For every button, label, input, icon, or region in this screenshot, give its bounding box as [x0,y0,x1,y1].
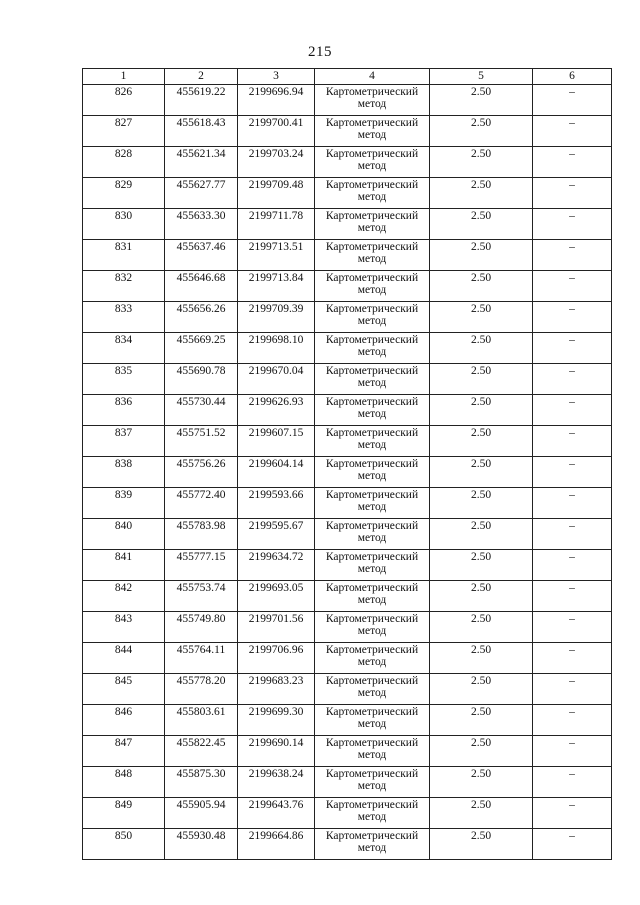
column-header-6: 6 [533,69,612,85]
point-number-cell: 844 [83,643,165,674]
y-coordinate-cell: 2199683.23 [238,674,315,705]
point-number-cell: 845 [83,674,165,705]
method-cell: Картометрический метод [315,240,430,271]
method-cell: Картометрический метод [315,519,430,550]
accuracy-cell: 2.50 [430,798,533,829]
y-coordinate-cell: 2199701.56 [238,612,315,643]
note-cell: – [533,488,612,519]
table-row [83,240,612,271]
note-cell: – [533,798,612,829]
method-cell: Картометрический метод [315,736,430,767]
point-number-cell: 849 [83,798,165,829]
y-coordinate-cell: 2199706.96 [238,643,315,674]
note-cell: – [533,147,612,178]
x-coordinate-cell: 455777.15 [165,550,238,581]
x-coordinate-cell: 455646.68 [165,271,238,302]
accuracy-cell: 2.50 [430,705,533,736]
note-cell: – [533,395,612,426]
x-coordinate-cell: 455749.80 [165,612,238,643]
point-number-cell: 842 [83,581,165,612]
y-coordinate-cell: 2199690.14 [238,736,315,767]
method-cell: Картометрический метод [315,550,430,581]
point-number-cell: 835 [83,364,165,395]
point-number-cell: 827 [83,116,165,147]
point-number-cell: 836 [83,395,165,426]
point-number-cell: 848 [83,767,165,798]
method-cell: Картометрический метод [315,209,430,240]
accuracy-cell: 2.50 [430,364,533,395]
x-coordinate-cell: 455803.61 [165,705,238,736]
x-coordinate-cell: 455627.77 [165,178,238,209]
note-cell: – [533,178,612,209]
method-cell: Картометрический метод [315,829,430,860]
method-cell: Картометрический метод [315,581,430,612]
method-cell: Картометрический метод [315,457,430,488]
accuracy-cell: 2.50 [430,643,533,674]
x-coordinate-cell: 455753.74 [165,581,238,612]
accuracy-cell: 2.50 [430,116,533,147]
note-cell: – [533,302,612,333]
accuracy-cell: 2.50 [430,302,533,333]
method-cell: Картометрический метод [315,767,430,798]
x-coordinate-cell: 455783.98 [165,519,238,550]
accuracy-cell: 2.50 [430,674,533,705]
y-coordinate-cell: 2199709.39 [238,302,315,333]
x-coordinate-cell: 455764.11 [165,643,238,674]
method-cell: Картометрический метод [315,643,430,674]
method-cell: Картометрический метод [315,333,430,364]
y-coordinate-cell: 2199696.94 [238,85,315,116]
x-coordinate-cell: 455930.48 [165,829,238,860]
note-cell: – [533,767,612,798]
note-cell: – [533,364,612,395]
method-cell: Картометрический метод [315,705,430,736]
accuracy-cell: 2.50 [430,519,533,550]
y-coordinate-cell: 2199699.30 [238,705,315,736]
method-cell: Картометрический метод [315,612,430,643]
table-row [83,116,612,147]
note-cell: – [533,736,612,767]
method-cell: Картометрический метод [315,302,430,333]
x-coordinate-cell: 455637.46 [165,240,238,271]
accuracy-cell: 2.50 [430,736,533,767]
accuracy-cell: 2.50 [430,209,533,240]
table-row [83,302,612,333]
method-cell: Картометрический метод [315,674,430,705]
accuracy-cell: 2.50 [430,488,533,519]
accuracy-cell: 2.50 [430,147,533,178]
table-row [83,581,612,612]
note-cell: – [533,85,612,116]
table-row [83,736,612,767]
y-coordinate-cell: 2199713.84 [238,271,315,302]
note-cell: – [533,209,612,240]
table-body [83,85,612,860]
table-row [83,395,612,426]
point-number-cell: 843 [83,612,165,643]
accuracy-cell: 2.50 [430,395,533,426]
note-cell: – [533,581,612,612]
y-coordinate-cell: 2199709.48 [238,178,315,209]
point-number-cell: 828 [83,147,165,178]
method-cell: Картометрический метод [315,178,430,209]
note-cell: – [533,240,612,271]
point-number-cell: 838 [83,457,165,488]
note-cell: – [533,116,612,147]
table-row [83,85,612,116]
table-row [83,333,612,364]
table-row [83,271,612,302]
note-cell: – [533,271,612,302]
accuracy-cell: 2.50 [430,829,533,860]
note-cell: – [533,612,612,643]
accuracy-cell: 2.50 [430,767,533,798]
y-coordinate-cell: 2199670.04 [238,364,315,395]
table-row [83,705,612,736]
y-coordinate-cell: 2199595.67 [238,519,315,550]
note-cell: – [533,674,612,705]
note-cell: – [533,643,612,674]
table-row [83,829,612,860]
note-cell: – [533,829,612,860]
x-coordinate-cell: 455669.25 [165,333,238,364]
point-number-cell: 841 [83,550,165,581]
table-row [83,550,612,581]
note-cell: – [533,457,612,488]
coordinates-table [82,68,612,860]
point-number-cell: 832 [83,271,165,302]
x-coordinate-cell: 455875.30 [165,767,238,798]
method-cell: Картометрический метод [315,798,430,829]
note-cell: – [533,426,612,457]
column-header-4: 4 [315,69,430,85]
accuracy-cell: 2.50 [430,426,533,457]
x-coordinate-cell: 455772.40 [165,488,238,519]
method-cell: Картометрический метод [315,271,430,302]
y-coordinate-cell: 2199703.24 [238,147,315,178]
accuracy-cell: 2.50 [430,612,533,643]
y-coordinate-cell: 2199643.76 [238,798,315,829]
y-coordinate-cell: 2199713.51 [238,240,315,271]
table-row [83,798,612,829]
accuracy-cell: 2.50 [430,581,533,612]
method-cell: Картометрический метод [315,364,430,395]
table-row [83,488,612,519]
accuracy-cell: 2.50 [430,178,533,209]
y-coordinate-cell: 2199698.10 [238,333,315,364]
accuracy-cell: 2.50 [430,333,533,364]
accuracy-cell: 2.50 [430,271,533,302]
y-coordinate-cell: 2199711.78 [238,209,315,240]
x-coordinate-cell: 455656.26 [165,302,238,333]
y-coordinate-cell: 2199664.86 [238,829,315,860]
column-header-1: 1 [83,69,165,85]
x-coordinate-cell: 455756.26 [165,457,238,488]
method-cell: Картометрический метод [315,395,430,426]
x-coordinate-cell: 455751.52 [165,426,238,457]
y-coordinate-cell: 2199693.05 [238,581,315,612]
x-coordinate-cell: 455633.30 [165,209,238,240]
point-number-cell: 826 [83,85,165,116]
x-coordinate-cell: 455690.78 [165,364,238,395]
y-coordinate-cell: 2199607.15 [238,426,315,457]
page-number: 215 [308,44,332,60]
accuracy-cell: 2.50 [430,85,533,116]
table-row [83,674,612,705]
column-header-3: 3 [238,69,315,85]
point-number-cell: 833 [83,302,165,333]
table-row [83,612,612,643]
note-cell: – [533,333,612,364]
x-coordinate-cell: 455730.44 [165,395,238,426]
x-coordinate-cell: 455822.45 [165,736,238,767]
table-row [83,457,612,488]
x-coordinate-cell: 455905.94 [165,798,238,829]
point-number-cell: 829 [83,178,165,209]
table-row [83,364,612,395]
method-cell: Картометрический метод [315,488,430,519]
table-row [83,519,612,550]
table-row [83,209,612,240]
point-number-cell: 839 [83,488,165,519]
y-coordinate-cell: 2199604.14 [238,457,315,488]
x-coordinate-cell: 455619.22 [165,85,238,116]
header-row [83,69,612,85]
column-header-5: 5 [430,69,533,85]
note-cell: – [533,519,612,550]
point-number-cell: 837 [83,426,165,457]
accuracy-cell: 2.50 [430,457,533,488]
note-cell: – [533,705,612,736]
note-cell: – [533,550,612,581]
y-coordinate-cell: 2199700.41 [238,116,315,147]
point-number-cell: 834 [83,333,165,364]
x-coordinate-cell: 455618.43 [165,116,238,147]
point-number-cell: 830 [83,209,165,240]
accuracy-cell: 2.50 [430,550,533,581]
table-row [83,643,612,674]
method-cell: Картометрический метод [315,85,430,116]
accuracy-cell: 2.50 [430,240,533,271]
point-number-cell: 847 [83,736,165,767]
y-coordinate-cell: 2199626.93 [238,395,315,426]
table-row [83,178,612,209]
method-cell: Картометрический метод [315,147,430,178]
point-number-cell: 850 [83,829,165,860]
y-coordinate-cell: 2199638.24 [238,767,315,798]
table-row [83,426,612,457]
column-header-2: 2 [165,69,238,85]
y-coordinate-cell: 2199593.66 [238,488,315,519]
y-coordinate-cell: 2199634.72 [238,550,315,581]
method-cell: Картометрический метод [315,116,430,147]
point-number-cell: 840 [83,519,165,550]
x-coordinate-cell: 455621.34 [165,147,238,178]
table-row [83,147,612,178]
point-number-cell: 846 [83,705,165,736]
method-cell: Картометрический метод [315,426,430,457]
table-row [83,767,612,798]
point-number-cell: 831 [83,240,165,271]
x-coordinate-cell: 455778.20 [165,674,238,705]
